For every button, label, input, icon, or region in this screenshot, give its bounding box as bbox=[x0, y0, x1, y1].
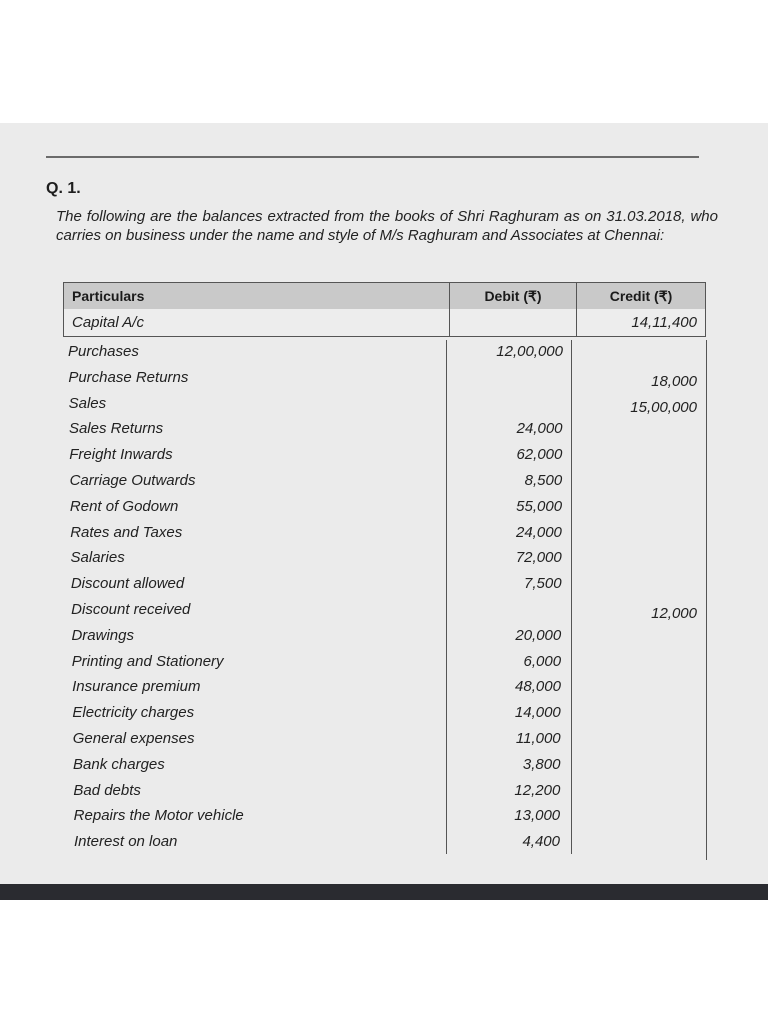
row-debit: 20,000 bbox=[515, 626, 562, 644]
row-debit: 11,000 bbox=[515, 730, 561, 747]
table-row bbox=[0, 343, 768, 365]
row-particulars: Insurance premium bbox=[72, 678, 201, 696]
table-row bbox=[0, 807, 768, 829]
row-debit: 8,500 bbox=[524, 472, 563, 489]
row-particulars: Rates and Taxes bbox=[70, 523, 183, 541]
row-particulars: Interest on loan bbox=[74, 833, 178, 851]
table-row bbox=[0, 704, 768, 726]
table-row bbox=[0, 653, 768, 675]
table-row bbox=[0, 446, 768, 468]
row-debit: 24,000 bbox=[516, 523, 562, 541]
row-debit: 3,800 bbox=[522, 755, 561, 773]
table-row bbox=[0, 472, 768, 494]
row-credit: 18,000 bbox=[651, 372, 697, 390]
row-debit: 48,000 bbox=[515, 678, 561, 696]
row-particulars: Electricity charges bbox=[72, 704, 195, 722]
table-row bbox=[0, 833, 768, 855]
table-row bbox=[0, 369, 768, 391]
table-row bbox=[0, 420, 768, 442]
header-credit: Credit (₹) bbox=[576, 282, 706, 310]
row-particulars: Sales bbox=[68, 394, 107, 412]
capital-particulars: Capital A/c bbox=[63, 309, 450, 337]
table-row bbox=[0, 782, 768, 804]
row-debit: 12,00,000 bbox=[496, 343, 563, 360]
table-row bbox=[0, 678, 768, 700]
question-number: Q. 1. bbox=[46, 180, 81, 197]
row-debit: 55,000 bbox=[516, 497, 563, 515]
row-debit: 13,000 bbox=[514, 807, 561, 825]
row-particulars: Purchases bbox=[68, 343, 139, 360]
row-debit: 6,000 bbox=[523, 652, 562, 670]
row-particulars: Drawings bbox=[71, 626, 134, 644]
row-particulars: Bad debts bbox=[73, 781, 141, 799]
row-debit: 7,500 bbox=[524, 575, 562, 593]
table-row bbox=[0, 498, 768, 520]
row-particulars: Sales Returns bbox=[68, 420, 164, 438]
row-particulars: Freight Inwards bbox=[69, 446, 173, 464]
row-debit: 4,400 bbox=[522, 833, 560, 851]
header-debit: Debit (₹) bbox=[449, 282, 577, 310]
table-row bbox=[0, 756, 768, 778]
capital-credit: 14,11,400 bbox=[576, 309, 706, 337]
row-particulars: Printing and Stationery bbox=[71, 652, 224, 670]
row-particulars: Repairs the Motor vehicle bbox=[73, 807, 244, 825]
table-row bbox=[0, 549, 768, 571]
row-debit: 72,000 bbox=[515, 549, 562, 567]
row-particulars: Purchase Returns bbox=[68, 368, 189, 386]
row-debit: 62,000 bbox=[516, 446, 563, 464]
table-row bbox=[0, 575, 768, 597]
table-row bbox=[0, 524, 768, 546]
row-debit: 24,000 bbox=[516, 420, 563, 438]
table-row bbox=[0, 395, 768, 417]
row-particulars: General expenses bbox=[72, 730, 195, 747]
header-particulars: Particulars bbox=[63, 282, 450, 310]
row-particulars: Discount allowed bbox=[70, 575, 185, 593]
question-text: The following are the balances extracted from the books of Shri Raghuram as on 31.03.2018, who carries on business under the name and style of M/s Raghuram and Associates at Chennai: bbox=[56, 208, 718, 244]
row-particulars: Bank charges bbox=[73, 755, 165, 773]
row-credit: 15,00,000 bbox=[630, 398, 697, 416]
row-debit: 14,000 bbox=[514, 704, 561, 722]
row-debit: 12,200 bbox=[514, 781, 561, 799]
row-particulars: Rent of Godown bbox=[69, 497, 179, 515]
row-particulars: Discount received bbox=[71, 601, 191, 618]
row-particulars: Salaries bbox=[70, 549, 125, 567]
row-credit: 12,000 bbox=[651, 605, 697, 622]
table-row bbox=[0, 601, 768, 623]
table-row bbox=[0, 627, 768, 649]
table-row bbox=[0, 730, 768, 752]
row-particulars: Carriage Outwards bbox=[69, 472, 196, 489]
